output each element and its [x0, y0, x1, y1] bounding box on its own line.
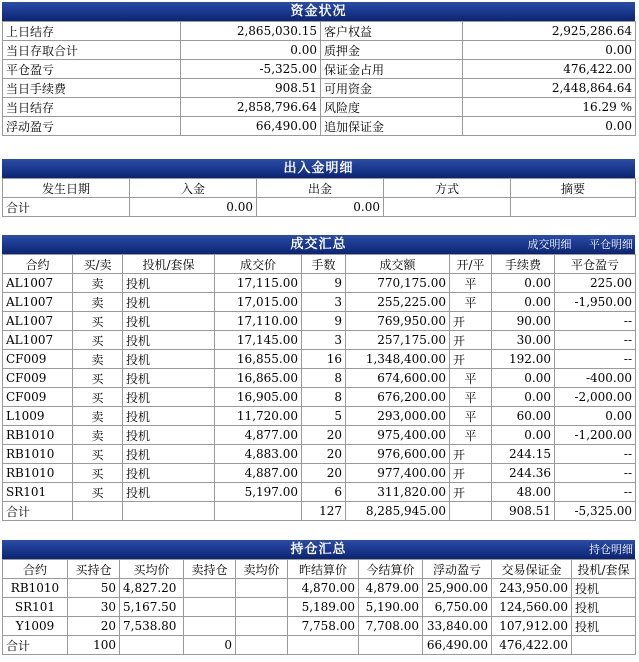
column-header: 浮动盈亏	[423, 560, 492, 579]
table-cell: 225.00	[555, 274, 636, 293]
table-cell: 5,190.00	[359, 598, 423, 617]
table-cell: 16	[302, 350, 346, 369]
table-row	[3, 426, 636, 445]
fund-label: 平仓盈亏	[3, 60, 181, 79]
table-cell: 5,167.50	[120, 598, 184, 617]
column-header: 摘要	[511, 179, 636, 198]
fund-label: 当日结存	[3, 98, 181, 117]
total-cell: 合计	[3, 636, 68, 655]
table-cell: --	[555, 350, 636, 369]
total-row	[3, 636, 636, 655]
column-header: 平仓盈亏	[555, 255, 636, 274]
table-cell: AL1007	[3, 293, 73, 312]
table-cell: 平	[450, 426, 492, 445]
fund-label: 当日存取合计	[3, 41, 181, 60]
column-header: 合约	[3, 560, 68, 579]
table-cell: 7,758.00	[288, 617, 359, 636]
column-header: 卖均价	[236, 560, 288, 579]
table-cell: 买	[73, 331, 123, 350]
fund-row	[3, 41, 636, 60]
table-cell: RB1010	[3, 445, 73, 464]
table-cell: CF009	[3, 369, 73, 388]
fund-row	[3, 98, 636, 117]
table-cell: 16,905.00	[215, 388, 302, 407]
table-cell: 124,560.00	[492, 598, 572, 617]
close-detail-link[interactable]: 平仓明细	[589, 238, 633, 251]
table-row	[3, 274, 636, 293]
table-cell: 平	[450, 369, 492, 388]
total-cell: 476,422.00	[492, 636, 572, 655]
total-cell: 0	[184, 636, 236, 655]
column-header: 交易保证金	[492, 560, 572, 579]
table-cell: Y1009	[3, 617, 68, 636]
table-cell: 7,708.00	[359, 617, 423, 636]
trades-section	[2, 235, 635, 521]
table-cell: 投机	[123, 293, 215, 312]
fund-status-section	[2, 2, 635, 136]
table-cell: 0.00	[492, 388, 555, 407]
table-cell: 5	[302, 407, 346, 426]
table-cell: 开	[450, 464, 492, 483]
column-header: 卖持仓	[184, 560, 236, 579]
total-cell: 127	[302, 502, 346, 521]
table-cell: 平	[450, 388, 492, 407]
fund-label: 质押金	[321, 41, 463, 60]
table-cell: 25,900.00	[423, 579, 492, 598]
table-cell: 770,175.00	[346, 274, 450, 293]
table-row	[3, 598, 636, 617]
total-row	[3, 198, 636, 217]
table-cell: 开	[450, 331, 492, 350]
table-cell: 投机	[123, 426, 215, 445]
table-cell: --	[555, 445, 636, 464]
fund-row	[3, 60, 636, 79]
table-cell: 买	[73, 445, 123, 464]
fund-label: 上日结存	[3, 22, 181, 41]
table-cell: 5,197.00	[215, 483, 302, 502]
table-cell: AL1007	[3, 312, 73, 331]
total-cell	[511, 198, 636, 217]
fund-value: 2,858,796.64	[181, 98, 321, 117]
table-cell: 20	[302, 426, 346, 445]
column-header: 方式	[384, 179, 511, 198]
table-cell: 投机	[123, 312, 215, 331]
table-cell: 0.00	[492, 369, 555, 388]
table-cell: 开	[450, 445, 492, 464]
table-row	[3, 331, 636, 350]
trades-title-bar	[2, 235, 635, 254]
table-cell: --	[555, 331, 636, 350]
table-cell: 8	[302, 369, 346, 388]
table-cell: SR101	[3, 598, 68, 617]
trade-detail-link[interactable]: 成交明细	[527, 238, 572, 251]
table-cell: 8	[302, 388, 346, 407]
fund-value: 0.00	[463, 41, 636, 60]
fund-value: -5,325.00	[181, 60, 321, 79]
table-cell: 投机	[123, 445, 215, 464]
table-cell: 20	[302, 464, 346, 483]
total-cell: 100	[68, 636, 120, 655]
table-cell: SR101	[3, 483, 73, 502]
trades-title: 成交汇总	[290, 237, 347, 252]
table-cell: 开	[450, 483, 492, 502]
table-cell: 17,015.00	[215, 293, 302, 312]
table-cell: 3	[302, 293, 346, 312]
fund-status-title: 资金状况	[2, 2, 635, 21]
table-cell: 9	[302, 274, 346, 293]
table-cell: 4,883.00	[215, 445, 302, 464]
table-cell: 0.00	[492, 293, 555, 312]
table-cell: -1,950.00	[555, 293, 636, 312]
column-header: 成交额	[346, 255, 450, 274]
table-cell: 平	[450, 293, 492, 312]
cash-flow-title: 出入金明细	[2, 159, 635, 178]
cash-flow-section	[2, 159, 635, 217]
column-header: 买/卖	[73, 255, 123, 274]
column-header: 发生日期	[3, 179, 130, 198]
positions-title: 持仓汇总	[290, 542, 347, 557]
fund-label: 浮动盈亏	[3, 117, 181, 136]
table-cell: 311,820.00	[346, 483, 450, 502]
table-cell: 244.36	[492, 464, 555, 483]
table-cell: 平	[450, 407, 492, 426]
table-cell: 4,827.20	[120, 579, 184, 598]
fund-value: 908.51	[181, 79, 321, 98]
table-cell: 33,840.00	[423, 617, 492, 636]
table-cell: 60.00	[492, 407, 555, 426]
total-cell	[450, 502, 492, 521]
total-cell	[73, 502, 123, 521]
table-cell: 卖	[73, 274, 123, 293]
total-cell: 908.51	[492, 502, 555, 521]
table-cell: 7,538.80	[120, 617, 184, 636]
table-cell: 48.00	[492, 483, 555, 502]
fund-value: 2,865,030.15	[181, 22, 321, 41]
total-cell	[236, 636, 288, 655]
table-cell: 开	[450, 312, 492, 331]
fund-value: 16.29 %	[463, 98, 636, 117]
table-cell: --	[555, 312, 636, 331]
total-cell: -5,325.00	[555, 502, 636, 521]
table-cell: L1009	[3, 407, 73, 426]
table-cell: 0.00	[492, 274, 555, 293]
column-header: 投机/套保	[123, 255, 215, 274]
table-cell: 4,877.00	[215, 426, 302, 445]
table-row	[3, 617, 636, 636]
total-cell: 66,490.00	[423, 636, 492, 655]
table-cell: 投机	[572, 617, 636, 636]
column-header: 手续费	[492, 255, 555, 274]
table-cell: 676,200.00	[346, 388, 450, 407]
table-cell: RB1010	[3, 426, 73, 445]
table-cell: 投机	[572, 598, 636, 617]
column-header: 昨结算价	[288, 560, 359, 579]
table-cell: --	[555, 464, 636, 483]
table-cell: 买	[73, 483, 123, 502]
table-cell: -400.00	[555, 369, 636, 388]
table-cell: 投机	[123, 388, 215, 407]
table-cell	[184, 598, 236, 617]
table-cell: 244.15	[492, 445, 555, 464]
table-cell: 9	[302, 312, 346, 331]
fund-value: 2,925,286.64	[463, 22, 636, 41]
table-cell: 平	[450, 274, 492, 293]
table-cell: 20	[68, 617, 120, 636]
table-cell: CF009	[3, 388, 73, 407]
table-cell	[184, 617, 236, 636]
table-cell: 293,000.00	[346, 407, 450, 426]
table-cell: 20	[302, 445, 346, 464]
table-cell: 0.00	[492, 426, 555, 445]
column-header: 买均价	[120, 560, 184, 579]
table-cell: 投机	[123, 274, 215, 293]
table-cell: 买	[73, 312, 123, 331]
column-header: 合约	[3, 255, 73, 274]
table-cell: 977,400.00	[346, 464, 450, 483]
table-cell: 16,855.00	[215, 350, 302, 369]
fund-row	[3, 79, 636, 98]
table-cell	[236, 617, 288, 636]
table-cell: RB1010	[3, 464, 73, 483]
total-cell	[384, 198, 511, 217]
column-header: 出金	[257, 179, 384, 198]
table-cell: RB1010	[3, 579, 68, 598]
table-cell: 17,115.00	[215, 274, 302, 293]
positions-section	[2, 540, 635, 655]
table-cell: CF009	[3, 350, 73, 369]
table-cell: 3	[302, 331, 346, 350]
table-row	[3, 312, 636, 331]
column-header: 手数	[302, 255, 346, 274]
fund-row	[3, 117, 636, 136]
table-cell	[236, 598, 288, 617]
column-header: 开/平	[450, 255, 492, 274]
table-cell: 4,879.00	[359, 579, 423, 598]
fund-status-table	[2, 21, 636, 136]
table-cell: 769,950.00	[346, 312, 450, 331]
fund-row	[3, 22, 636, 41]
table-cell: 90.00	[492, 312, 555, 331]
table-cell: 6,750.00	[423, 598, 492, 617]
table-row	[3, 579, 636, 598]
column-header: 买持仓	[68, 560, 120, 579]
table-cell: 17,110.00	[215, 312, 302, 331]
table-cell: 976,600.00	[346, 445, 450, 464]
positions-table	[2, 559, 636, 655]
table-cell: 买	[73, 369, 123, 388]
table-cell: 买	[73, 464, 123, 483]
total-cell	[215, 502, 302, 521]
table-row	[3, 350, 636, 369]
table-cell: 投机	[123, 350, 215, 369]
table-cell: 卖	[73, 407, 123, 426]
table-cell: 开	[450, 350, 492, 369]
fund-label: 保证金占用	[321, 60, 463, 79]
table-cell: --	[555, 483, 636, 502]
table-cell: 买	[73, 388, 123, 407]
table-cell	[184, 579, 236, 598]
table-cell: 674,600.00	[346, 369, 450, 388]
table-cell: 30.00	[492, 331, 555, 350]
table-cell: 4,870.00	[288, 579, 359, 598]
table-cell: 投机	[123, 483, 215, 502]
table-cell: 1,348,400.00	[346, 350, 450, 369]
table-cell: 4,887.00	[215, 464, 302, 483]
total-cell	[288, 636, 359, 655]
table-cell: 投机	[123, 369, 215, 388]
fund-value: 2,448,864.64	[463, 79, 636, 98]
table-cell: 6	[302, 483, 346, 502]
fund-value: 0.00	[181, 41, 321, 60]
table-cell: AL1007	[3, 274, 73, 293]
table-cell: 192.00	[492, 350, 555, 369]
table-row	[3, 293, 636, 312]
table-cell: 255,225.00	[346, 293, 450, 312]
total-cell: 8,285,945.00	[346, 502, 450, 521]
table-cell: 107,912.00	[492, 617, 572, 636]
table-cell: 5,189.00	[288, 598, 359, 617]
cash-flow-table	[2, 178, 636, 217]
table-cell: 257,175.00	[346, 331, 450, 350]
table-row	[3, 464, 636, 483]
table-cell: 975,400.00	[346, 426, 450, 445]
table-row	[3, 445, 636, 464]
positions-title-bar	[2, 540, 635, 559]
table-cell: -2,000.00	[555, 388, 636, 407]
table-cell: 卖	[73, 293, 123, 312]
total-cell	[120, 636, 184, 655]
fund-label: 追加保证金	[321, 117, 463, 136]
total-row	[3, 502, 636, 521]
table-cell: 50	[68, 579, 120, 598]
fund-label: 当日手续费	[3, 79, 181, 98]
fund-label: 可用资金	[321, 79, 463, 98]
table-cell: 投机	[123, 464, 215, 483]
total-cell: 合计	[3, 198, 130, 217]
fund-value: 66,490.00	[181, 117, 321, 136]
table-cell: AL1007	[3, 331, 73, 350]
table-cell	[236, 579, 288, 598]
trades-table	[2, 254, 636, 521]
total-cell: 合计	[3, 502, 73, 521]
table-cell: 卖	[73, 426, 123, 445]
total-cell: 0.00	[130, 198, 257, 217]
column-header: 今结算价	[359, 560, 423, 579]
total-cell: 0.00	[257, 198, 384, 217]
table-cell: 11,720.00	[215, 407, 302, 426]
column-header: 投机/套保	[572, 560, 636, 579]
table-cell: -1,200.00	[555, 426, 636, 445]
fund-label: 客户权益	[321, 22, 463, 41]
column-header: 成交价	[215, 255, 302, 274]
table-cell: 30	[68, 598, 120, 617]
table-row	[3, 407, 636, 426]
total-cell	[123, 502, 215, 521]
position-detail-link[interactable]: 持仓明细	[589, 543, 633, 556]
table-row	[3, 483, 636, 502]
table-cell: 0.00	[555, 407, 636, 426]
total-cell	[359, 636, 423, 655]
table-row	[3, 388, 636, 407]
fund-value: 0.00	[463, 117, 636, 136]
total-cell	[572, 636, 636, 655]
table-cell: 16,865.00	[215, 369, 302, 388]
fund-value: 476,422.00	[463, 60, 636, 79]
table-row	[3, 369, 636, 388]
table-cell: 卖	[73, 350, 123, 369]
table-cell: 投机	[572, 579, 636, 598]
table-cell: 243,950.00	[492, 579, 572, 598]
fund-label: 风险度	[321, 98, 463, 117]
table-cell: 投机	[123, 331, 215, 350]
table-cell: 17,145.00	[215, 331, 302, 350]
column-header: 入金	[130, 179, 257, 198]
table-cell: 投机	[123, 407, 215, 426]
